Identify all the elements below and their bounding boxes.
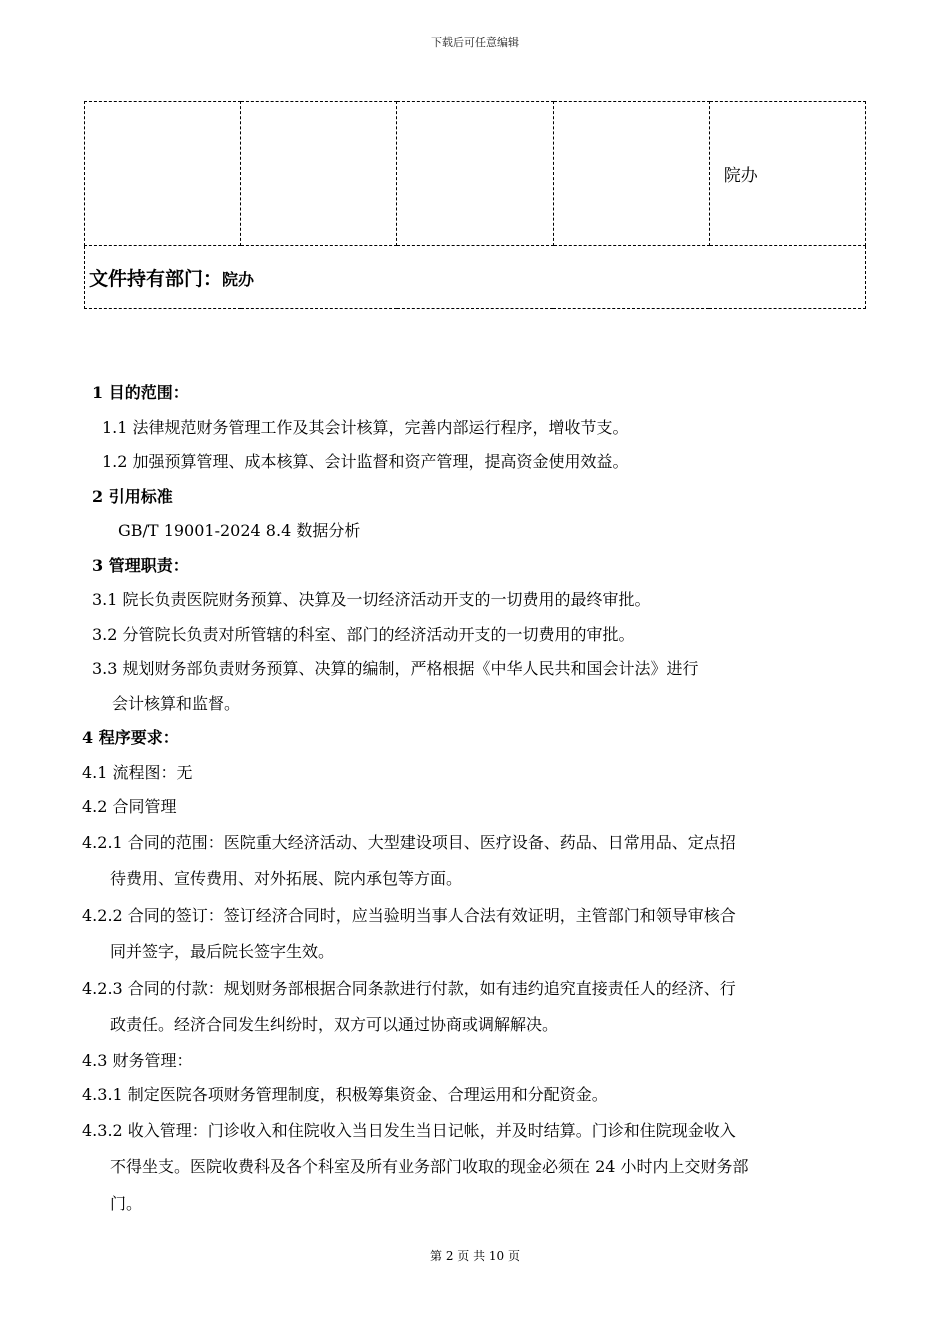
section-1-2: 1.2 加强预算管理、成本核算、会计监督和资产管理，提高资金使用效益。 xyxy=(102,452,629,471)
section-4-3-2-line3: 门。 xyxy=(110,1193,143,1213)
file-holder-label: 文件持有部门： xyxy=(89,267,223,290)
section-1-title: 1 目的范围： xyxy=(92,383,189,402)
section-2-text: GB/T 19001-2024 8.4 数据分析 xyxy=(118,521,361,540)
section-4-2-1-line2: 待费用、宣传费用、对外拓展、院内承包等方面。 xyxy=(110,869,463,888)
section-4-2-3 xyxy=(82,971,872,1044)
section-3-3-continued: 会计核算和监督。 xyxy=(112,693,241,713)
section-3-2: 3.2 分管院长负责对所管辖的科室、部门的经济活动开支的一切费用的审批。 xyxy=(92,624,635,644)
distribution-table xyxy=(84,101,866,309)
file-holder-row xyxy=(85,246,866,309)
section-3-title: 3 管理职责： xyxy=(92,555,189,575)
section-4-3: 4.3 财务管理： xyxy=(82,1050,193,1070)
section-4-2-2 xyxy=(82,898,872,971)
section-3-1: 3.1 院长负责医院财务预算、决算及一切经济活动开支的一切费用的最终审批。 xyxy=(92,590,651,609)
file-holder-value: 院办 xyxy=(222,269,255,289)
section-4-3-2-line2: 不得坐支。医院收费科及各个科室及所有业务部门收取的现金必须在 24 小时内上交财务部 xyxy=(110,1157,749,1176)
section-4-1: 4.1 流程图：无 xyxy=(82,762,193,782)
section-4-2: 4.2 合同管理 xyxy=(82,797,177,816)
section-4-2-3-line2: 政责任。经济合同发生纠纷时，双方可以通过协商或调解解决。 xyxy=(110,1015,559,1034)
section-4-2-2-line1: 4.2.2 合同的签订：签订经济合同时，应当验明当事人合法有效证明，主管部门和领导审核合 xyxy=(82,905,736,925)
header-note: 下载后可任意编辑 xyxy=(431,36,519,49)
table-cell-4 xyxy=(553,102,709,246)
section-4-2-1-line1: 4.2.1 合同的范围：医院重大经济活动、大型建设项目、医疗设备、药品、日常用品、定点招 xyxy=(82,832,736,852)
page-footer: 第 2 页 共 10 页 xyxy=(430,1249,520,1263)
section-1-1: 1.1 法律规范财务管理工作及其会计核算，完善内部运行程序，增收节支。 xyxy=(102,417,629,437)
section-4-3-2-line1: 4.3.2 收入管理：门诊收入和住院收入当日发生当日记帐，并及时结算。门诊和住院现金收入 xyxy=(82,1120,736,1140)
table-cell-3 xyxy=(397,102,553,246)
section-2-title: 2 引用标准 xyxy=(92,486,173,506)
table-cell-1 xyxy=(85,102,241,246)
section-4-2-1 xyxy=(82,825,872,898)
document-body xyxy=(82,376,872,1222)
table-cell-department: 院办 xyxy=(709,102,865,246)
section-4-2-3-line1: 4.2.3 合同的付款：规划财务部根据合同条款进行付款，如有违约追究直接责任人的经济、行 xyxy=(82,978,736,998)
table-cell-2 xyxy=(241,102,397,246)
section-3-3: 3.3 规划财务部负责财务预算、决算的编制，严格根据《中华人民共和国会计法》进行 xyxy=(92,659,699,678)
section-4-3-1: 4.3.1 制定医院各项财务管理制度，积极筹集资金、合理运用和分配资金。 xyxy=(82,1085,608,1104)
section-4-3-2 xyxy=(82,1113,872,1223)
section-4-2-2-line2: 同并签字，最后院长签字生效。 xyxy=(110,942,335,961)
section-4-title: 4 程序要求： xyxy=(82,728,179,747)
